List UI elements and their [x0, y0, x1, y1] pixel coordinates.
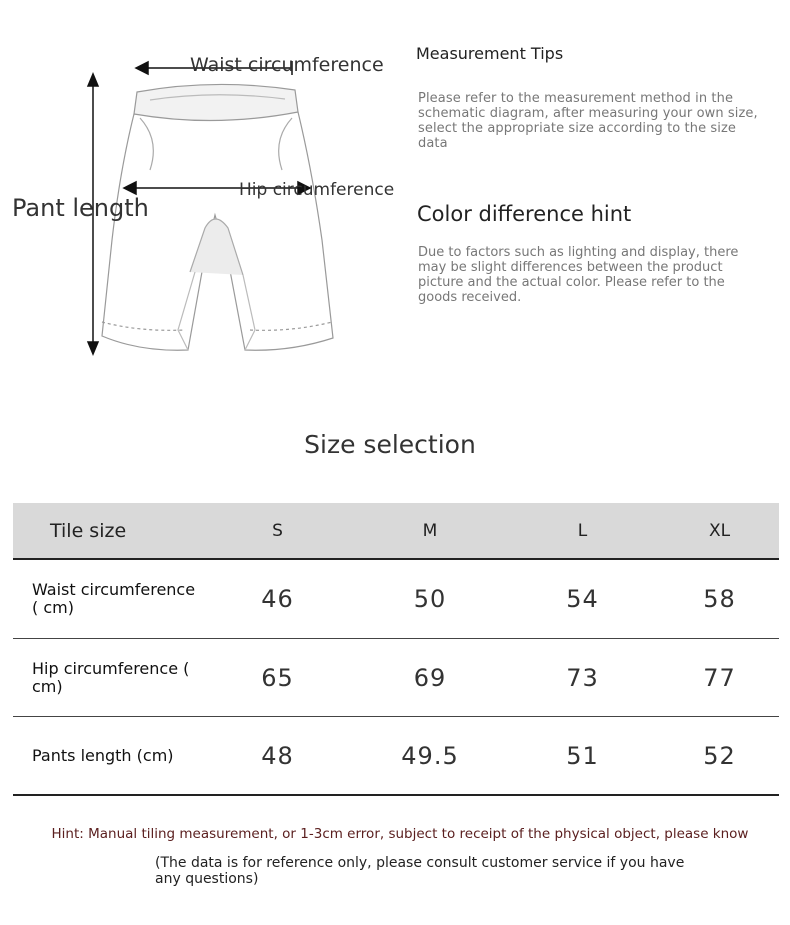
table-cell: 73 [505, 639, 660, 717]
reference-note: (The data is for reference only, please consult customer service if you have any questions) [155, 855, 685, 887]
table-cell: 69 [355, 639, 505, 717]
table-cell: 77 [660, 639, 779, 717]
waist-circumference-label: Waist circumference [190, 54, 384, 76]
color-difference-body: Due to factors such as lighting and display, there may be slight differences between the product picture and the actual color. Please refer to the goods received. [418, 245, 739, 305]
table-cell: 49.5 [355, 717, 505, 796]
row-label: Waist circumference ( cm) [13, 559, 200, 639]
row-label: Hip circumference ( cm) [13, 639, 200, 717]
table-cell: 50 [355, 559, 505, 639]
table-header-row [13, 503, 779, 559]
table-cell: 48 [200, 717, 355, 796]
table-cell: 46 [200, 559, 355, 639]
hip-circumference-label: Hip circumference [239, 180, 395, 200]
table-row [13, 717, 779, 796]
measurement-tips-body: Please refer to the measurement method in the schematic diagram, after measuring your own size, select the appropriate size according to the size data [418, 91, 758, 151]
header-cell: L [505, 503, 660, 559]
table-cell: 58 [660, 559, 779, 639]
table-cell: 54 [505, 559, 660, 639]
pant-length-label: Pant length [12, 194, 149, 222]
table-row [13, 639, 779, 717]
color-difference-title: Color difference hint [417, 202, 632, 226]
header-cell: M [355, 503, 505, 559]
measurement-hint: Hint: Manual tiling measurement, or 1-3cm error, subject to receipt of the physical object, please know [51, 826, 749, 842]
header-cell: Tile size [13, 503, 200, 559]
table-cell: 51 [505, 717, 660, 796]
header-cell: XL [660, 503, 779, 559]
measurement-tips-title: Measurement Tips [416, 44, 564, 63]
size-selection-title: Size selection [304, 430, 476, 459]
table-row [13, 559, 779, 639]
size-table [13, 503, 779, 796]
table-cell: 52 [660, 717, 779, 796]
table-cell: 65 [200, 639, 355, 717]
row-label: Pants length (cm) [13, 717, 200, 796]
header-cell: S [200, 503, 355, 559]
